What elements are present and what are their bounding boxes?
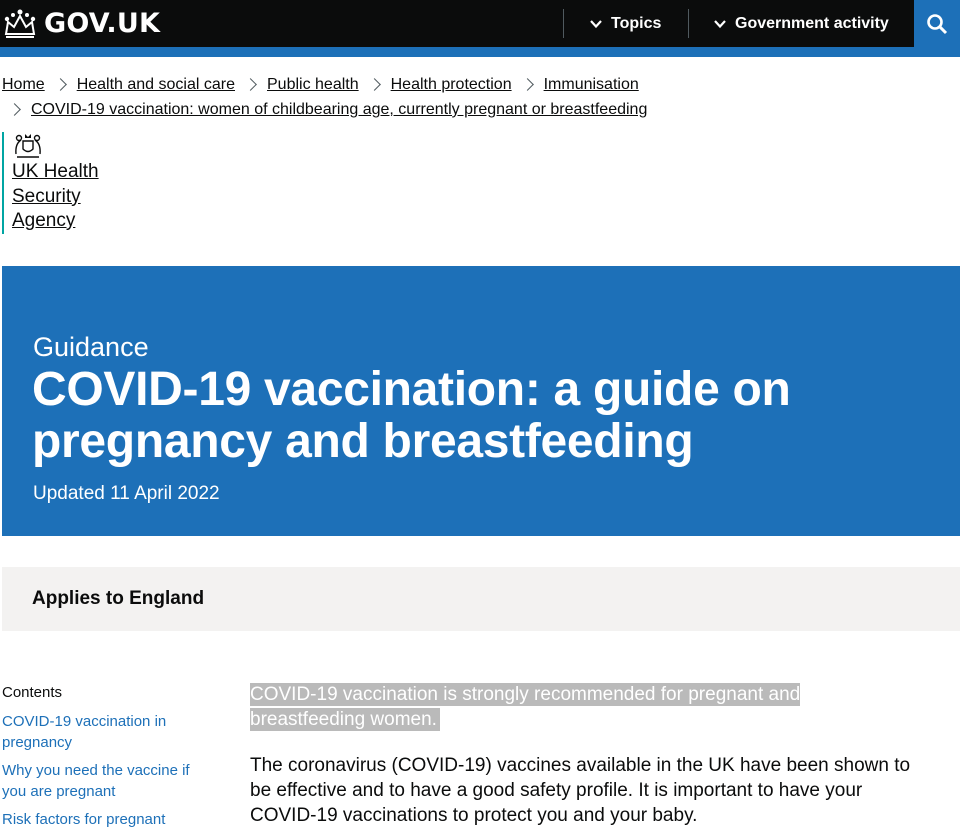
organisation-name-line-3: Agency: [12, 210, 76, 231]
chevron-right-icon: [8, 103, 21, 116]
government-activity-menu-button[interactable]: [713, 0, 889, 47]
chevron-down-icon: [713, 17, 727, 31]
nav-divider: [563, 9, 564, 38]
page-title: COVID-19 vaccination: a guide on pregnancy and breastfeeding: [32, 363, 791, 468]
breadcrumb-health-protection[interactable]: Health protection: [390, 76, 512, 93]
site-header: [0, 0, 960, 47]
crown-icon: [2, 8, 38, 38]
chevron-right-icon: [244, 78, 257, 91]
contents-list: [2, 684, 212, 837]
document-type: Guidance: [33, 332, 149, 362]
applies-to-banner: [2, 567, 960, 631]
chevron-down-icon: [589, 17, 603, 31]
header-blue-rule: [0, 47, 960, 57]
highlighted-lead-text: COVID-19 vaccination is strongly recommended for pregnant and breastfeeding women.: [250, 684, 801, 730]
chevron-right-icon: [521, 78, 534, 91]
royal-coat-of-arms-icon: [12, 132, 44, 160]
contents-link-vaccination-in-pregnancy[interactable]: COVID-19 vaccination in pregnancy: [2, 713, 167, 751]
organisation-name-line-2: Security: [12, 185, 81, 207]
govuk-logo-link[interactable]: [2, 6, 160, 40]
organisation-logo-link[interactable]: [2, 132, 142, 234]
breadcrumb-home[interactable]: Home: [2, 76, 45, 93]
body-paragraph: The coronavirus (COVID-19) vaccines available in the UK have been shown to be effective and to have a good safety profile. It is important to have your COVID-19 vaccinations to protect you and your baby.: [250, 755, 911, 826]
breadcrumb-current-collection[interactable]: COVID-19 vaccination: women of childbearing age, currently pregnant or breastfeeding: [31, 101, 648, 118]
organisation-name-line-1: UK Health: [12, 161, 99, 182]
updated-date: Updated 11 April 2022: [33, 483, 220, 504]
contents-link-why-you-need-vaccine[interactable]: Why you need the vaccine if you are pregnant: [2, 762, 190, 800]
logo-text: GOV.UK: [44, 7, 161, 39]
breadcrumb-public-health[interactable]: Public health: [267, 76, 359, 93]
breadcrumb: [2, 72, 952, 122]
page-masthead: [2, 266, 960, 536]
breadcrumb-health-and-social-care[interactable]: Health and social care: [76, 76, 235, 93]
contents-link-risk-factors[interactable]: Risk factors for pregnant: [2, 811, 166, 828]
topics-menu-button[interactable]: [589, 0, 661, 47]
chevron-right-icon: [368, 78, 381, 91]
breadcrumb-immunisation[interactable]: Immunisation: [543, 76, 639, 93]
applies-to-text: Applies to England: [32, 588, 205, 609]
government-activity-label: Government activity: [735, 14, 889, 32]
nav-divider: [688, 9, 689, 38]
lead-paragraph: [250, 682, 920, 732]
topics-label: Topics: [611, 14, 662, 32]
search-button[interactable]: [914, 0, 960, 47]
chevron-right-icon: [54, 78, 67, 91]
contents-heading: Contents: [2, 684, 63, 701]
search-icon: [926, 13, 948, 35]
